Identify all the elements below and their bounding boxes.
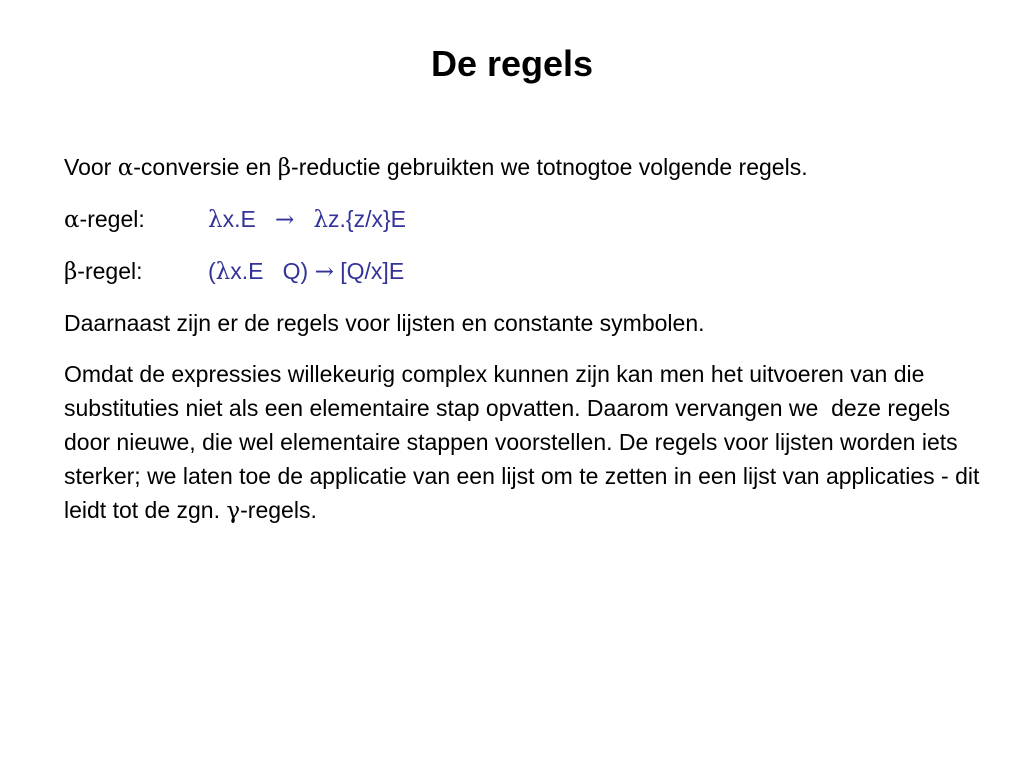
intro-prefix: Voor [64,154,118,180]
intro-paragraph [64,150,994,185]
slide-content [64,150,994,545]
intro-middle: -conversie en [133,154,278,180]
lambda-symbol: λ [313,207,329,233]
arrow-icon: → [274,207,295,233]
beta-rule-open-paren: ( [208,258,216,284]
beta-rule [64,254,994,289]
alpha-rule-rhs: z.{z/x}E [328,206,406,232]
closing-paragraph [64,357,994,528]
slide-title: De regels [430,43,594,84]
closing-text: Omdat de expressies willekeurig complex kunnen zijn kan men het uitvoeren van die substituties niet als een elementaire stap opvatten. Daarom vervangen we deze regels door nieuwe, die wel elementaire stappen voorstellen. De regels voor lijsten worden iets sterker; we laten toe de applicatie van een lijst om te zetten in een lijst van applicaties - dit leidt tot de zgn. [64,361,986,523]
beta-rule-rhs: [Q/x]E [340,258,405,284]
beta-rule-symbol: β [64,259,78,285]
alpha-rule-label [64,202,208,237]
alpha-rule-symbol: α [64,207,80,233]
beta-rule-expression [208,254,404,289]
alpha-rule-lhs: x.E [222,206,256,232]
beta-rule-label [64,254,208,289]
alpha-rule-label-text: -regel: [79,206,145,232]
closing-suffix: -regels. [240,497,317,523]
alpha-rule-expression [208,202,406,237]
beta-rule-lhs: x.E Q) [230,258,309,284]
alpha-rule [64,202,994,237]
beta-rule-label-text: -regel: [77,258,143,284]
intro-suffix: -reductie gebruikten we totnogtoe volgende regels. [291,154,808,180]
beta-symbol: β [277,155,292,181]
gamma-symbol: γ [226,498,241,524]
lambda-symbol: λ [215,259,231,285]
alpha-symbol: α [117,155,134,181]
arrow-icon: → [314,259,334,285]
extra-paragraph: Daarnaast zijn er de regels voor lijsten en constante symbolen. [64,310,705,336]
lambda-symbol: λ [208,207,223,233]
